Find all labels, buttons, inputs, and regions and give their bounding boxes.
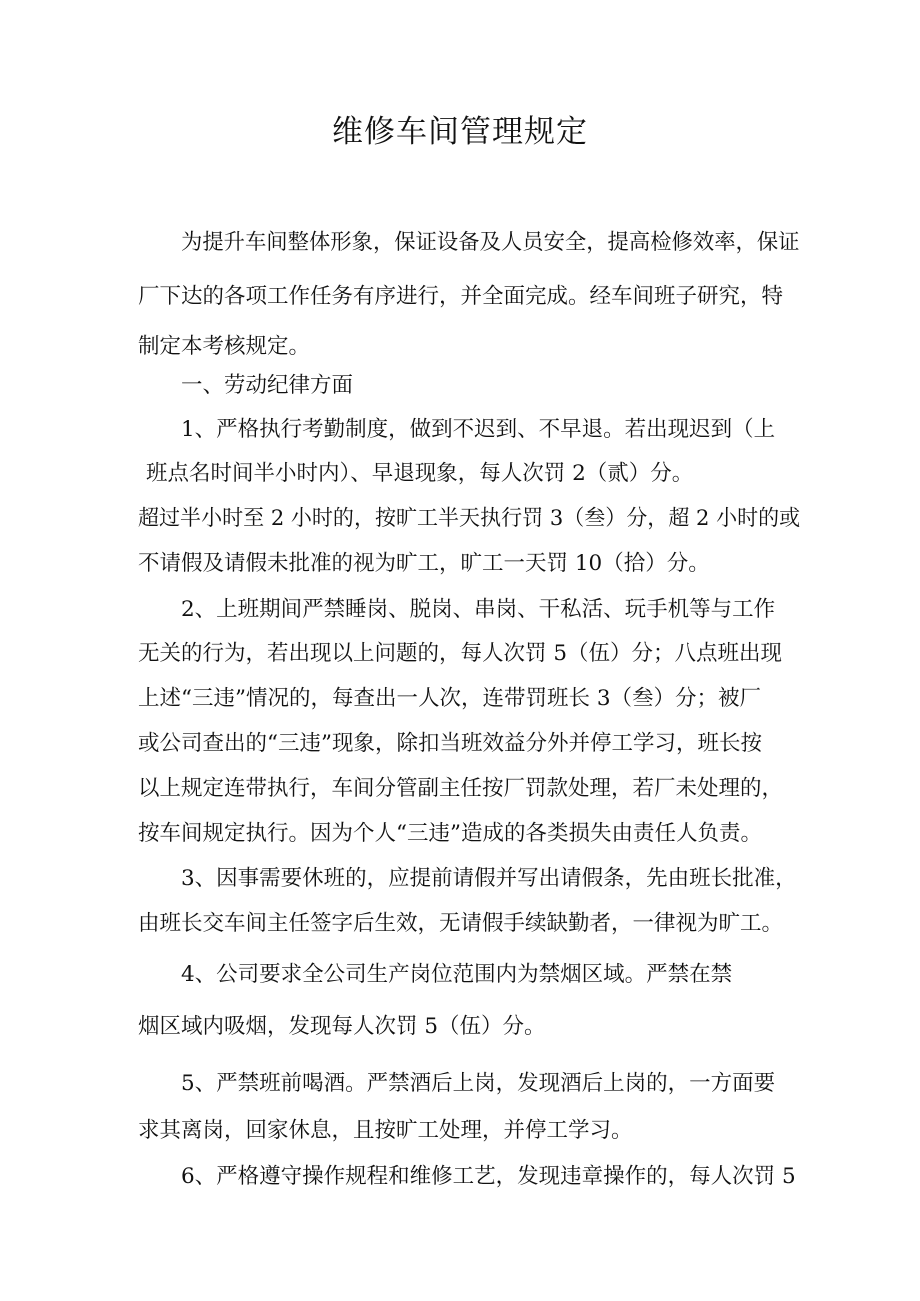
intro-line-1: 为提升车间整体形象，保证设备及人员安全，提高检修效率，保证 — [181, 230, 800, 255]
item-1-line-1: 1、严格执行考勤制度，做到不迟到、不早退。若出现迟到（上 — [181, 417, 776, 442]
item-2-line-2: 无关的行为，若出现以上问题的，每人次罚 5（伍）分；八点班出现 — [138, 641, 783, 666]
intro-line-2: 厂下达的各项工作任务有序进行，并全面完成。经车间班子研究，特 — [138, 284, 784, 309]
intro-line-3: 制定本考核规定。 — [138, 334, 311, 359]
item-3-line-1: 3、因事需要休班的，应提前请假并写出请假条，先由班长批准， — [181, 866, 797, 891]
item-1-line-2: 班点名时间半小时内）、早退现象，每人次罚 2（贰）分。 — [146, 461, 694, 486]
item-2-line-4: 或公司查出的“三违”现象，除扣当班效益分外并停工学习，班长按 — [138, 731, 762, 756]
item-2-line-1: 2、上班期间严禁睡岗、脱岗、串岗、干私活、玩手机等与工作 — [181, 597, 776, 622]
item-5-line-1: 5、严禁班前喝酒。严禁酒后上岗，发现酒后上岗的，一方面要 — [181, 1071, 776, 1096]
item-3-line-2: 由班长交车间主任签字后生效，无请假手续缺勤者，一律视为旷工。 — [138, 911, 784, 936]
item-1-line-4: 不请假及请假未批准的视为旷工，旷工一天罚 10（拾）分。 — [138, 551, 710, 576]
item-2-line-6: 按车间规定执行。因为个人“三违”造成的各类损失由责任人负责。 — [138, 821, 762, 846]
document-title: 维修车间管理规定 — [332, 114, 588, 150]
item-5-line-2: 求其离岗，回家休息，且按旷工处理，并停工学习。 — [138, 1118, 633, 1143]
section-heading: 一、劳动纪律方面 — [181, 373, 354, 398]
item-4-line-1: 4、公司要求全公司生产岗位范围内为禁烟区域。严禁在禁 — [181, 962, 733, 987]
item-1-line-3: 超过半小时至 2 小时的，按旷工半天执行罚 3（叁）分，超 2 小时的或 — [138, 506, 801, 531]
item-4-line-2: 烟区域内吸烟，发现每人次罚 5（伍）分。 — [138, 1014, 546, 1039]
item-2-line-3: 上述“三违”情况的，每查出一人次，连带罚班长 3（叁）分；被厂 — [138, 686, 761, 711]
item-2-line-5: 以上规定连带执行，车间分管副主任按厂罚款处理，若厂未处理的， — [138, 776, 784, 801]
item-6-line-1: 6、严格遵守操作规程和维修工艺，发现违章操作的，每人次罚 5 — [181, 1164, 796, 1189]
